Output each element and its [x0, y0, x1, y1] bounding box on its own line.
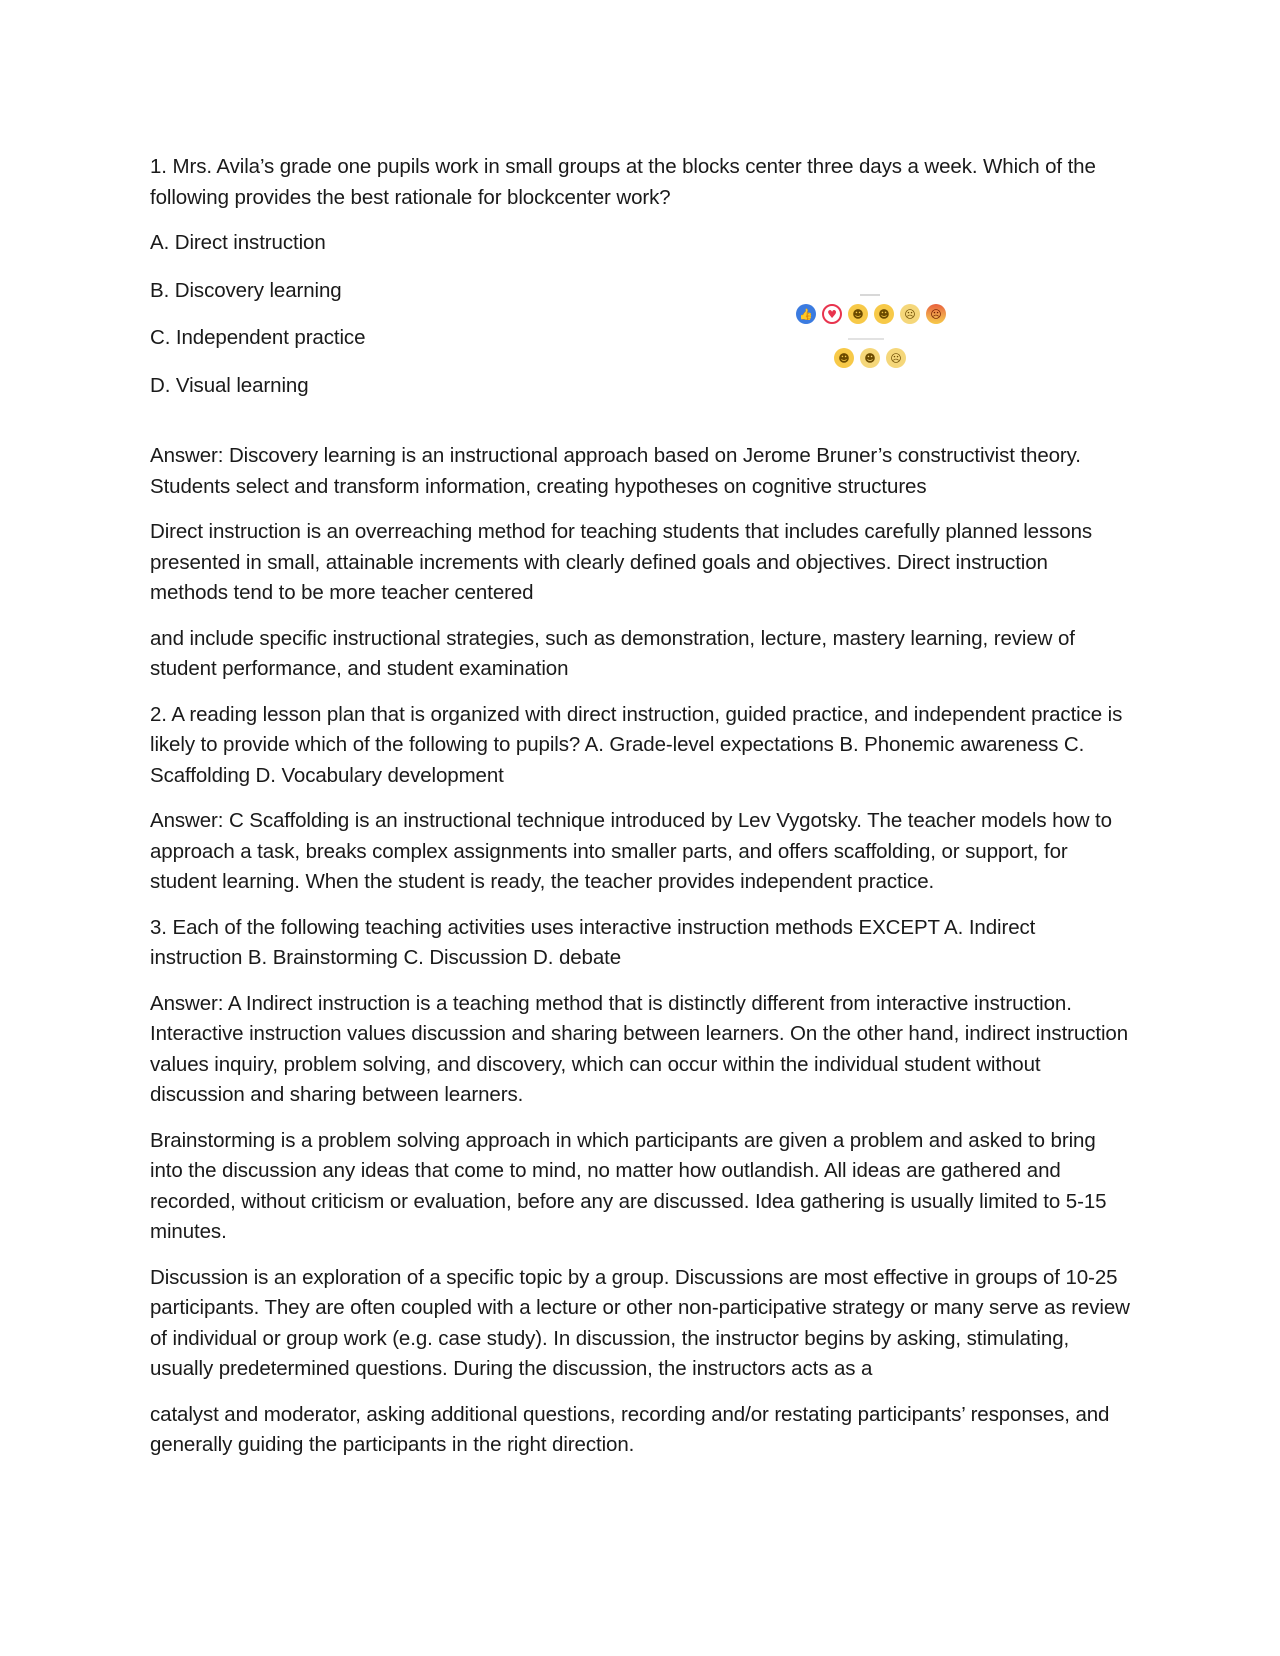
reactions-row-bottom: [834, 348, 906, 368]
sad-icon: ☹: [900, 304, 920, 324]
document-page: [150, 152, 1130, 1476]
angry-icon: ☹: [926, 304, 946, 324]
answer-2: Answer: C Scaffolding is an instructional technique introduced by Lev Vygotsky. The teacher models how to approach a task, breaks complex assignments into smaller parts, and offers scaffolding, or support, for student learning. When the student is ready, the teacher provides independent practice.: [150, 809, 1112, 893]
question-2: 2. A reading lesson plan that is organized with direct instruction, guided practice, and independent practice is likely to provide which of the following to pupils? A. Grade-level expectations B. Phonemic awareness C. Scaffolding D. Vocabulary development: [150, 702, 1123, 787]
wow-icon: ☻: [874, 304, 894, 324]
paragraph-direct-instruction-1: Direct instruction is an overreaching method for teaching students that includes carefully planned lessons presented in small, attainable increments with clearly defined goals and objectives. Direct instruction methods tend to be more teacher centered: [150, 520, 1093, 604]
answer-3: Answer: A Indirect instruction is a teaching method that is distinctly different from interactive instruction. Interactive instruction values discussion and sharing between learners. On the other hand, indirect instruction values inquiry, problem solving, and discovery, which can occur within the individual student without discussion and sharing between learners.: [150, 991, 1129, 1106]
love-icon: ♥: [822, 304, 842, 324]
like-icon: 👍: [796, 304, 816, 324]
paragraph-direct-instruction-2: and include specific instructional strategies, such as demonstration, lecture, mastery learning, review of student performance, and student examination: [150, 626, 1075, 680]
question-1-option-b: B. Discovery learning: [150, 278, 342, 302]
reactions-caption-top: [860, 294, 880, 296]
reactions-row-top: [796, 304, 946, 324]
reactions-caption-mid: [848, 338, 884, 340]
paragraph-discussion-1: Discussion is an exploration of a specific topic by a group. Discussions are most effective in groups of 10-25 participants. They are often coupled with a lecture or other non-participative strategy or many serve as review of individual or group work (e.g. case study). In discussion, the instructor begins by asking, stimulating, usually predetermined questions. During the discussion, the instructors acts as a: [150, 1265, 1130, 1380]
paragraph-discussion-2: catalyst and moderator, asking additional questions, recording and/or restating participants’ responses, and generally guiding the participants in the right direction.: [150, 1402, 1110, 1456]
haha-icon: ☻: [848, 304, 868, 324]
answer-1: Answer: Discovery learning is an instructional approach based on Jerome Bruner’s constructivist theory. Students select and transform information, creating hypotheses on cognitive structures: [150, 444, 1081, 498]
reactions-image: [796, 294, 966, 384]
wow2-icon: ☻: [860, 348, 880, 368]
question-1-option-a: A. Direct instruction: [150, 231, 326, 254]
paragraph-brainstorming: Brainstorming is a problem solving approach in which participants are given a problem and asked to bring into the discussion any ideas that come to mind, no matter how outlandish. All ideas are gathered and recorded, without criticism or evaluation, before any are discussed. Idea gathering is usually limited to 5-15 minutes.: [150, 1128, 1107, 1243]
confused-icon: ☹: [886, 348, 906, 368]
question-1-stem: 1. Mrs. Avila’s grade one pupils work in small groups at the blocks center three days a week. Which of the following provides the best rationale for blockcenter work?: [150, 155, 1096, 209]
yay-icon: ☻: [834, 348, 854, 368]
question-1-option-d: D. Visual learning: [150, 373, 309, 397]
question-1-option-c: C. Independent practice: [150, 326, 366, 349]
question-3: 3. Each of the following teaching activities uses interactive instruction methods EXCEPT A. Indirect instruction B. Brainstorming C. Discussion D. debate: [150, 915, 1036, 969]
